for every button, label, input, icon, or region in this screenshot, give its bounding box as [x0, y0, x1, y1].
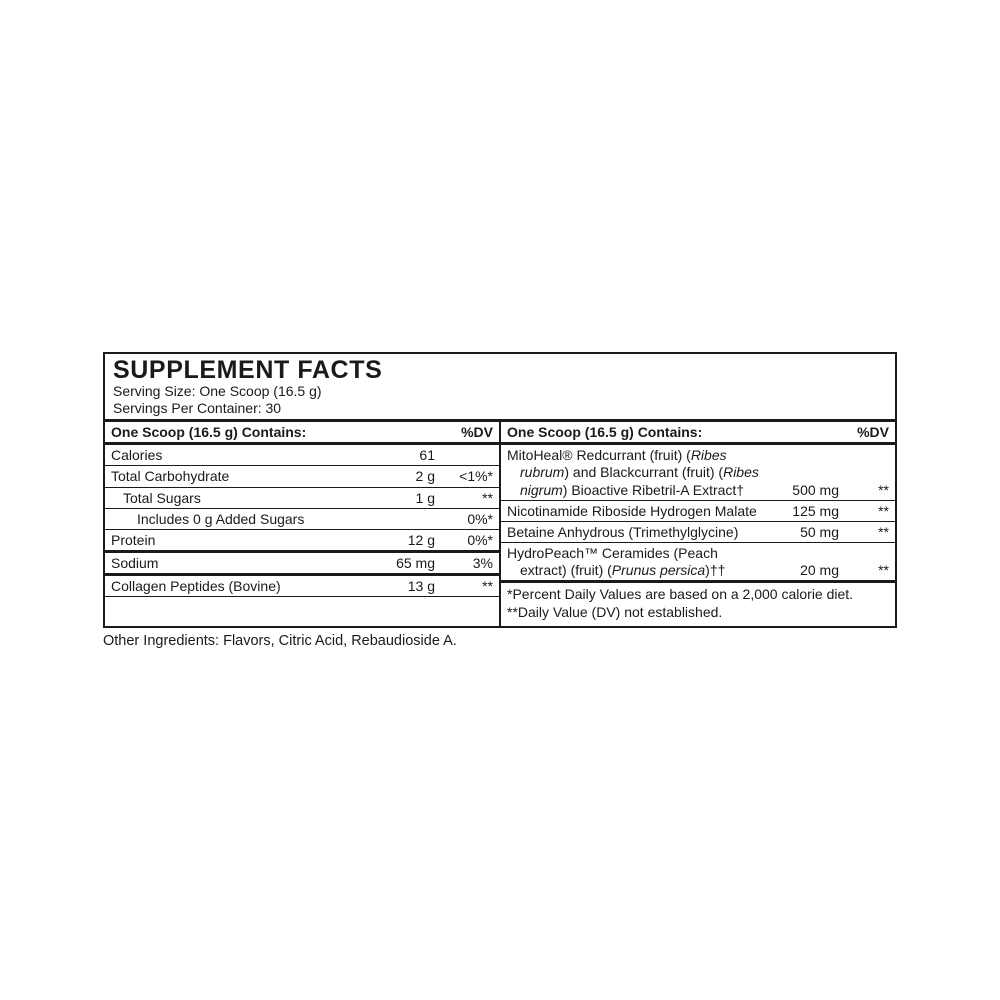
nutrient-name: Total Sugars [123, 489, 201, 506]
servings-per-container: Servings Per Container: 30 [113, 400, 282, 417]
daily-value: ** [878, 481, 889, 498]
dv-header-label: %DV [461, 424, 493, 441]
table-row [105, 550, 499, 573]
amount-value: 12 g [407, 531, 435, 548]
amount-value: 20 mg [800, 561, 839, 578]
nutrient-name: Calories [111, 447, 163, 464]
amount-value: 13 g [407, 577, 435, 594]
amount-value: 50 mg [800, 523, 839, 540]
daily-value: ** [878, 502, 889, 519]
footnote-dv-not-established: **Daily Value (DV) not established. [507, 604, 723, 621]
panel-title: SUPPLEMENT FACTS [113, 356, 383, 384]
nutrient-name: MitoHeal® Redcurrant (fruit) (Ribes rubrum) and Blackcurrant (fruit) (Ribes nigrum) Bioactive Ribetril-A Extract† [507, 447, 759, 498]
daily-value: ** [482, 577, 493, 594]
nutrient-rows [105, 445, 499, 597]
supplement-facts-panel [103, 352, 897, 628]
daily-value: <1%* [459, 468, 493, 485]
daily-value: ** [878, 561, 889, 578]
nutrient-name: HydroPeach™ Ceramides (Peach extract) (fruit) (Prunus persica)†† [507, 544, 726, 578]
table-row [501, 521, 895, 542]
nutrient-name: Nicotinamide Riboside Hydrogen Malate [507, 502, 757, 519]
table-row [501, 542, 895, 580]
amount-value: 125 mg [792, 502, 839, 519]
panel-header [105, 354, 895, 419]
footnote-daily-values: *Percent Daily Values are based on a 2,000 calorie diet. [507, 586, 854, 603]
nutrient-name: Collagen Peptides (Bovine) [111, 577, 281, 594]
table-row [501, 500, 895, 521]
ingredients-column [501, 422, 895, 626]
ingredient-rows [501, 445, 895, 580]
amount-value: 61 [419, 447, 435, 464]
table-row [105, 487, 499, 508]
facts-columns [105, 419, 895, 626]
footnotes [501, 580, 895, 626]
table-row [105, 465, 499, 486]
nutrient-name: Sodium [111, 554, 159, 571]
other-ingredients: Other Ingredients: Flavors, Citric Acid, Rebaudioside A. [103, 633, 457, 649]
amount-value: 2 g [415, 468, 435, 485]
dv-header-label: %DV [857, 424, 889, 441]
amount-value: 65 mg [396, 554, 435, 571]
nutrient-name: Includes 0 g Added Sugars [137, 510, 305, 527]
table-row [105, 508, 499, 529]
nutrient-name: Total Carbohydrate [111, 468, 230, 485]
daily-value: 3% [472, 554, 493, 571]
table-row [105, 529, 499, 550]
column-header [501, 422, 895, 445]
serving-size: Serving Size: One Scoop (16.5 g) [113, 383, 322, 400]
nutrient-name: Betaine Anhydrous (Trimethylglycine) [507, 523, 739, 540]
table-row [501, 445, 895, 499]
column-header-label: One Scoop (16.5 g) Contains: [111, 424, 307, 441]
daily-value: 0%* [467, 531, 493, 548]
table-row [105, 445, 499, 465]
daily-value: ** [482, 489, 493, 506]
nutrient-name: Protein [111, 531, 156, 548]
table-row [105, 573, 499, 597]
amount-value: 500 mg [792, 481, 839, 498]
column-header [105, 422, 499, 445]
daily-value: 0%* [467, 510, 493, 527]
nutrients-column [105, 422, 501, 626]
daily-value: ** [878, 523, 889, 540]
column-header-label: One Scoop (16.5 g) Contains: [507, 424, 703, 441]
amount-value: 1 g [415, 489, 435, 506]
